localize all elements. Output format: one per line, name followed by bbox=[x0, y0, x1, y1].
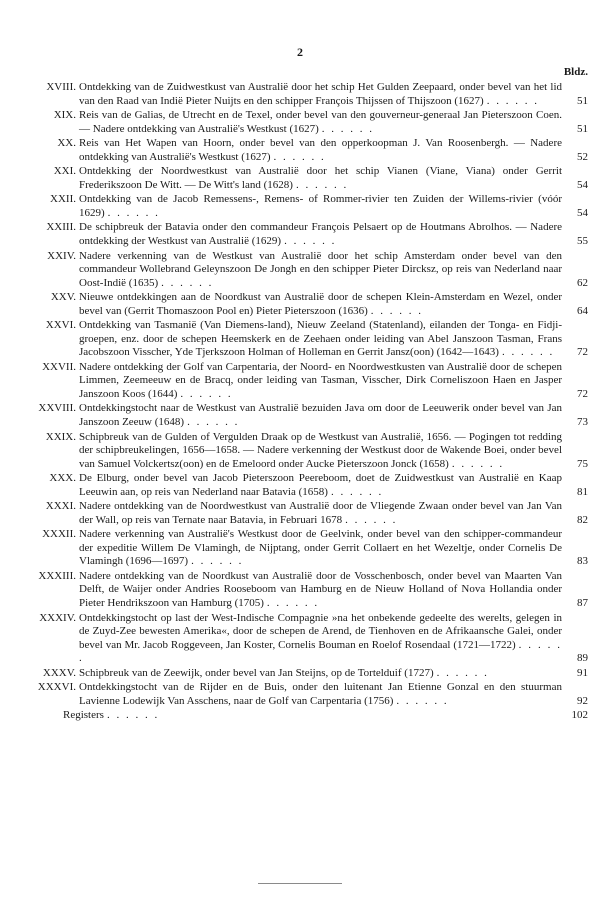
entry-title bbox=[79, 528, 562, 569]
dot-leader: . . . . . . bbox=[295, 178, 349, 191]
entry-title-text: Ontdekkingstocht naar de Westkust van Australië bezuiden Java om door de Leeuwerik onder bevel van Jan Janszoon Zeeuw (1648) bbox=[79, 402, 562, 428]
entry-page: 64 bbox=[577, 304, 588, 317]
dot-leader: . . . . . . bbox=[273, 150, 326, 163]
entry-number: XXXIV. bbox=[39, 611, 76, 624]
entry-page: 83 bbox=[577, 555, 588, 568]
dot-leader: . . . . . . bbox=[284, 234, 337, 247]
entry-title-text: Nadere verkenning van Australië's Westkust door de Geelvink, onder bevel van den schipper-commandeur der expeditie Willem De Vlamingh, de Nijptang, onder Gerrit Collaert en het Wezeltje, onder Cornelis De Vlamingh (1696—1697) bbox=[79, 528, 562, 568]
entry-number: XXI. bbox=[53, 165, 76, 178]
entry-title-text: Nadere ontdekking van de Noordwestkust van Australië door de Vliegende Zwaan onder bevel van Jan Van der Wall, op reis van Ternate naar Batavia, in Februari 1678 bbox=[79, 500, 562, 526]
toc-entry bbox=[10, 431, 588, 472]
entry-title-text: De schipbreuk der Batavia onder den commandeur François Pelsaert op de Houtmans Abrolhos. — Nadere ontdekking der Westkust van Australië (1629) bbox=[79, 221, 562, 247]
entry-page: 52 bbox=[577, 150, 588, 163]
entry-title bbox=[79, 291, 562, 318]
dot-leader: . . . . . . bbox=[107, 206, 160, 219]
entry-number: XXII. bbox=[50, 193, 76, 206]
entry-number: XXIX. bbox=[45, 430, 76, 443]
entry-number: XXXIII. bbox=[38, 569, 76, 582]
entry-number: XXXVI. bbox=[37, 681, 76, 694]
entry-title bbox=[79, 250, 562, 291]
toc-entry bbox=[10, 402, 588, 429]
dot-leader: . . . . . . bbox=[330, 485, 384, 498]
entry-page: 55 bbox=[577, 234, 588, 247]
entry-title bbox=[63, 709, 562, 723]
toc-entry bbox=[10, 528, 588, 569]
entry-title bbox=[79, 137, 562, 164]
entry-title-text: Ontdekking van Tasmanië (Van Diemens-land), Nieuw Zeeland (Statenland), eilanden der Tonga- en Fidji-groepen, enz. door de schepen Heemskerk en de Zeehaen onder leiding van Abel Janszoon Tasman, Frans Jacobszoon Visscher, Yde Tjerkszoon Holman of Holleman en Gerrit Jansz(oon) (1642—1643) bbox=[79, 319, 562, 359]
dot-leader: . . . . . . bbox=[370, 304, 424, 317]
entry-title bbox=[79, 612, 562, 666]
entry-title bbox=[79, 361, 562, 402]
toc-entry bbox=[10, 612, 588, 666]
toc-entry bbox=[10, 193, 588, 220]
dot-leader: . . . . . . bbox=[451, 457, 505, 470]
entry-page: 62 bbox=[577, 276, 588, 289]
entry-title bbox=[79, 193, 562, 220]
entry-page: 54 bbox=[577, 178, 588, 191]
table-of-contents bbox=[10, 81, 588, 724]
entry-title bbox=[79, 81, 562, 108]
entry-title-text: Ontdekkingstocht op last der West-Indische Compagnie »na het onbekende gedeelte des werelts, gelegen in de Zuyd-Zee bewesten Amerika«, door de schepen de Arend, de Tienhoven en de Afrikaansche Galei, onder bevel van Mr. Jacob Roggeveen, Jan Koster, Cornelis Bouman en Roelof Rosendaal (1721—1722) bbox=[79, 611, 562, 651]
dot-leader: . . . . . . bbox=[501, 346, 555, 359]
entry-title-text: Ontdekking van de Jacob Remessens-, Remens- of Rommer-rivier ten Zuiden der Willems-rivier (vóór 1629) bbox=[79, 193, 562, 219]
toc-entry bbox=[10, 137, 588, 164]
entry-title bbox=[79, 319, 562, 360]
dot-leader: . . . . . . bbox=[266, 596, 320, 609]
entry-page: 72 bbox=[577, 387, 588, 400]
entry-page: 72 bbox=[577, 346, 588, 359]
entry-page: 51 bbox=[577, 94, 588, 107]
entry-title-text: Ontdekking van de Zuidwestkust van Australië door het schip Het Gulden Zeepaard, onder bevel van het lid van den Raad van Indië Pieter Nuijts en den schipper François Thijssen of Thijszoon (1627) bbox=[79, 81, 562, 107]
entry-number: XIX. bbox=[53, 109, 76, 122]
toc-entry bbox=[10, 681, 588, 708]
entry-title bbox=[79, 472, 562, 499]
dot-leader: . . . . . . bbox=[106, 709, 160, 722]
entry-title-text: Nadere ontdekking van de Noordkust van Australië door de Vosschenbosch, onder bevel van Maarten Van Delft, de Waijer onder Andries Rooseboom van Hamburg en de Nieuw Holland of Nova Hollandia onder Pieter Hendrikszoon van Hamburg (1705) bbox=[79, 569, 562, 609]
dot-leader: . . . . . . bbox=[191, 555, 244, 568]
entry-title bbox=[79, 681, 562, 708]
entry-title-text: Schipbreuk van de Gulden of Vergulden Draak op de Westkust van Australië, 1656. — Pogingen tot redding der schipbreukelingen, 1656—1658. — Nadere verkenning der Westkust door de Wakende Boei, onder bevel van Samuel Volckertsz(oon) en de Emeloord onder Aucke Pieterszoon Jonck (1658) bbox=[79, 430, 562, 470]
entry-number: XXVII. bbox=[42, 360, 76, 373]
entry-title-text: Registers bbox=[63, 709, 104, 722]
dot-leader: . . . . . . bbox=[436, 666, 489, 679]
entry-number: XXXV. bbox=[42, 666, 76, 679]
entry-number: XXVIII. bbox=[38, 402, 76, 415]
dot-leader: . . . . . . bbox=[396, 694, 449, 707]
page-number: 2 bbox=[297, 45, 303, 59]
entry-page: 92 bbox=[577, 694, 588, 707]
toc-entry bbox=[10, 472, 588, 499]
entry-number: XXIII. bbox=[46, 221, 76, 234]
entry-title bbox=[79, 500, 562, 527]
toc-entry bbox=[10, 250, 588, 291]
toc-entry bbox=[10, 221, 588, 248]
entry-number: XXXI. bbox=[45, 500, 76, 513]
entry-page: 51 bbox=[577, 122, 588, 135]
entry-number: XX. bbox=[57, 137, 76, 150]
toc-entry-registers bbox=[10, 709, 588, 723]
entry-title-text: Ontdekking der Noordwestkust van Australië door het schip Vianen (Viane, Viana) onder Gerrit Frederikszoon De Witt. — De Witt's land (1628) bbox=[79, 165, 562, 191]
dot-leader: . . . . . . bbox=[187, 415, 240, 428]
entry-number: XXIV. bbox=[47, 249, 76, 262]
entry-title-text: De Elburg, onder bevel van Jacob Pieterszoon Peereboom, doet de Zuidwestkust van Australië en Kaap Leeuwin aan, op reis van Nederland naar Batavia (1658) bbox=[79, 472, 562, 498]
entry-page: 102 bbox=[571, 709, 588, 722]
entry-title bbox=[79, 570, 562, 611]
toc-entry bbox=[10, 81, 588, 108]
entry-title-text: Schipbreuk van de Zeewijk, onder bevel van Jan Steijns, op de Tortelduif (1727) bbox=[79, 666, 434, 679]
entry-title-text: Nieuwe ontdekkingen aan de Noordkust van Australië door de schepen Klein-Amsterdam en Wezel, onder bevel van (Gerrit Thomaszoon Pool en) Pieter Pieterszoon (1636) bbox=[79, 291, 562, 317]
entry-page: 54 bbox=[577, 206, 588, 219]
entry-page: 82 bbox=[577, 513, 588, 526]
entry-title bbox=[79, 431, 562, 472]
entry-page: 73 bbox=[577, 415, 588, 428]
entry-page: 89 bbox=[577, 652, 588, 664]
entry-title-text: Reis van de Galias, de Utrecht en de Texel, onder bevel van den gouverneur-generaal Jan Pieterszoon Coen. — Nadere ontdekking van Australië's Westkust (1627) bbox=[79, 109, 562, 135]
entry-title-text: Reis van Het Wapen van Hoorn, onder bevel van den opperkoopman J. Van Roosenbergh. — Nadere ontdekking van Australië's Westkust (1627) bbox=[79, 137, 562, 163]
dot-leader: . . . . . . bbox=[321, 122, 375, 135]
entry-page: 75 bbox=[577, 457, 588, 470]
dot-leader: . . . . . . bbox=[180, 387, 233, 400]
entry-title-text: Nadere ontdekking der Golf van Carpentaria, der Noord- en Noordwestkusten van Australië door de schepen Limmen, Zeemeeuw en de Bracq, onder leiding van Tasman, Visscher, Dirk Corneliszoon Haen en Jasper Janszoon Koos (1644) bbox=[79, 360, 562, 400]
entry-title-text: Ontdekkingstocht van de Rijder en de Buis, onder den luitenant Jan Etienne Gonzal en den stuurman Lavienne Lodewijk Van Asschens, naar de Golf van Carpentaria (1756) bbox=[79, 681, 562, 707]
toc-entry bbox=[10, 570, 588, 611]
page-column-heading: Bldz. bbox=[563, 66, 588, 78]
entry-title bbox=[79, 165, 562, 192]
toc-entry bbox=[10, 361, 588, 402]
toc-entry bbox=[10, 109, 588, 136]
dot-leader: . . . . . . bbox=[345, 513, 398, 526]
entry-title bbox=[79, 402, 562, 429]
dot-leader: . . . . . . bbox=[161, 276, 214, 289]
entry-number: XXVI. bbox=[45, 319, 76, 332]
entry-page: 91 bbox=[577, 666, 588, 679]
toc-entry bbox=[10, 165, 588, 192]
entry-title bbox=[79, 109, 562, 136]
entry-title bbox=[79, 221, 562, 248]
toc-entry bbox=[10, 667, 588, 681]
entry-number: XXV. bbox=[50, 291, 76, 304]
closing-rule bbox=[258, 883, 342, 884]
entry-number: XXXII. bbox=[42, 528, 76, 541]
toc-entry bbox=[10, 291, 588, 318]
entry-title bbox=[79, 667, 562, 681]
entry-title-text: Nadere verkenning van de Westkust van Australië door het schip Amsterdam onder bevel van den commandeur Wollebrand Geleynszoon De Jongh en den schipper Pieter Dircksz, op reis van Nederland naar Oost-Indië (1635) bbox=[79, 249, 562, 289]
dot-leader: . . . . . . bbox=[486, 94, 539, 107]
entry-number: XXX. bbox=[49, 472, 76, 485]
entry-number: XVIII. bbox=[46, 81, 76, 93]
dot-leader: . . . . . . bbox=[79, 638, 562, 664]
entry-page: 87 bbox=[577, 596, 588, 609]
entry-page: 81 bbox=[577, 485, 588, 498]
toc-entry bbox=[10, 319, 588, 360]
toc-entry bbox=[10, 500, 588, 527]
